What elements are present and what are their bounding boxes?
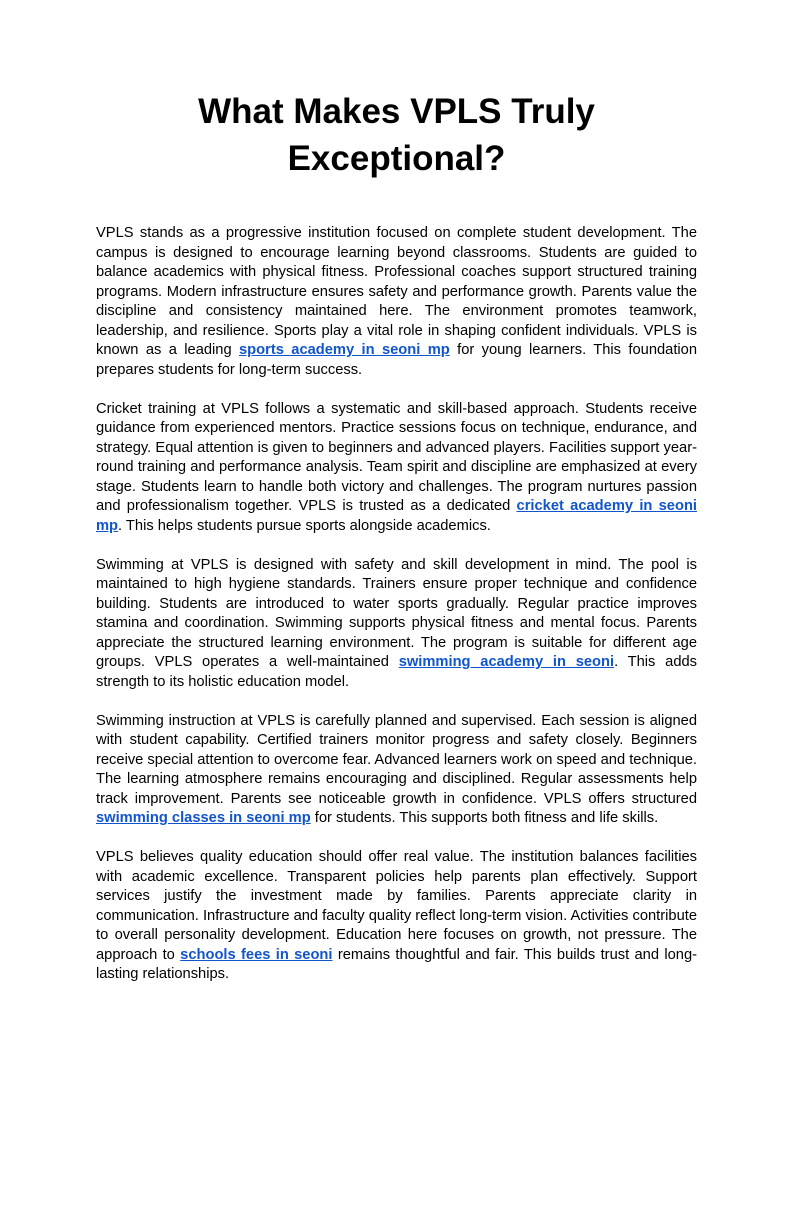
document-page	[0, 88, 795, 1211]
link-swimming-academy-in-seoni[interactable]: swimming academy in seoni	[398, 654, 615, 670]
paragraph-text: VPLS stands as a progressive institution focused on complete student development. The campus is designed to encourage learning beyond classrooms. Students are guided to balance academics with physical fitness. Professional coaches support structured training programs. Modern infrastructure ensures safety and performance growth. Parents value the discipline and consistency maintained here. The environment promotes teamwork, leadership, and resilience. Sports play a vital role in shaping confident individuals. VPLS is known as a leading	[96, 225, 697, 358]
link-cricket-academy-in-seoni-mp[interactable]: cricket academy in seoni mp	[96, 498, 697, 534]
paragraph-text: . This adds strength to its holistic education model.	[96, 654, 697, 690]
paragraph-intro	[96, 224, 697, 380]
paragraph-text: . This helps students pursue sports alongside academics.	[118, 517, 491, 534]
paragraph-swimming	[96, 556, 697, 693]
paragraph-text: remains thoughtful and fair. This builds trust and long-lasting relationships.	[96, 946, 697, 982]
paragraph-text: VPLS believes quality education should offer real value. The institution balances facilities with academic excellence. Transparent policies help parents plan effectively. Support services justify the investment made by families. Parents appreciate clarity in communication. Infrastructure and faculty quality reflect long-term vision. Activities contribute to overall personality development. Education here focuses on growth, not pressure. The approach to	[96, 849, 697, 963]
paragraph-swimming-instruction	[96, 712, 697, 829]
paragraph-fees	[96, 848, 697, 985]
paragraph-text: Swimming at VPLS is designed with safety and skill development in mind. The pool is maintained to high hygiene standards. Trainers ensure proper technique and confidence building. Students are introduced to water sports gradually. Regular practice improves stamina and coordination. Swimming supports physical fitness and mental focus. Parents appreciate the structured learning environment. The program is suitable for different age groups. VPLS operates a well-maintained	[96, 556, 697, 670]
document-title: What Makes VPLS Truly Exceptional?	[198, 92, 595, 178]
paragraph-text: for young learners. This foundation prepares students for long-term success.	[96, 342, 698, 378]
link-sports-academy-in-seoni-mp[interactable]: sports academy in seoni mp	[239, 342, 450, 358]
link-swimming-classes-in-seoni-mp[interactable]: swimming classes in seoni mp	[96, 810, 311, 826]
paragraph-text: Swimming instruction at VPLS is carefully planned and supervised. Each session is aligned with student capability. Certified trainers monitor progress and safety closely. Beginners receive special attention to overcome fear. Advanced learners work on speed and technique. The learning atmosphere remains encouraging and disciplined. Regular assessments help track improvement. Parents see noticeable growth in confidence. VPLS offers structured	[96, 712, 697, 807]
paragraph-text: for students. This supports both fitness and life skills.	[310, 810, 659, 826]
link-schools-fees-in-seoni[interactable]: schools fees in seoni	[180, 946, 333, 963]
paragraph-cricket	[96, 400, 697, 537]
paragraph-text: Cricket training at VPLS follows a systematic and skill-based approach. Students receive guidance from experienced mentors. Practice sessions focus on technique, endurance, and strategy. Equal attention is given to beginners and advanced players. Facilities support year-round training and performance analysis. Team spirit and discipline are emphasized at every stage. Students learn to handle both victory and challenges. The program nurtures passion and professionalism together. VPLS is trusted as a dedicated	[96, 400, 697, 514]
